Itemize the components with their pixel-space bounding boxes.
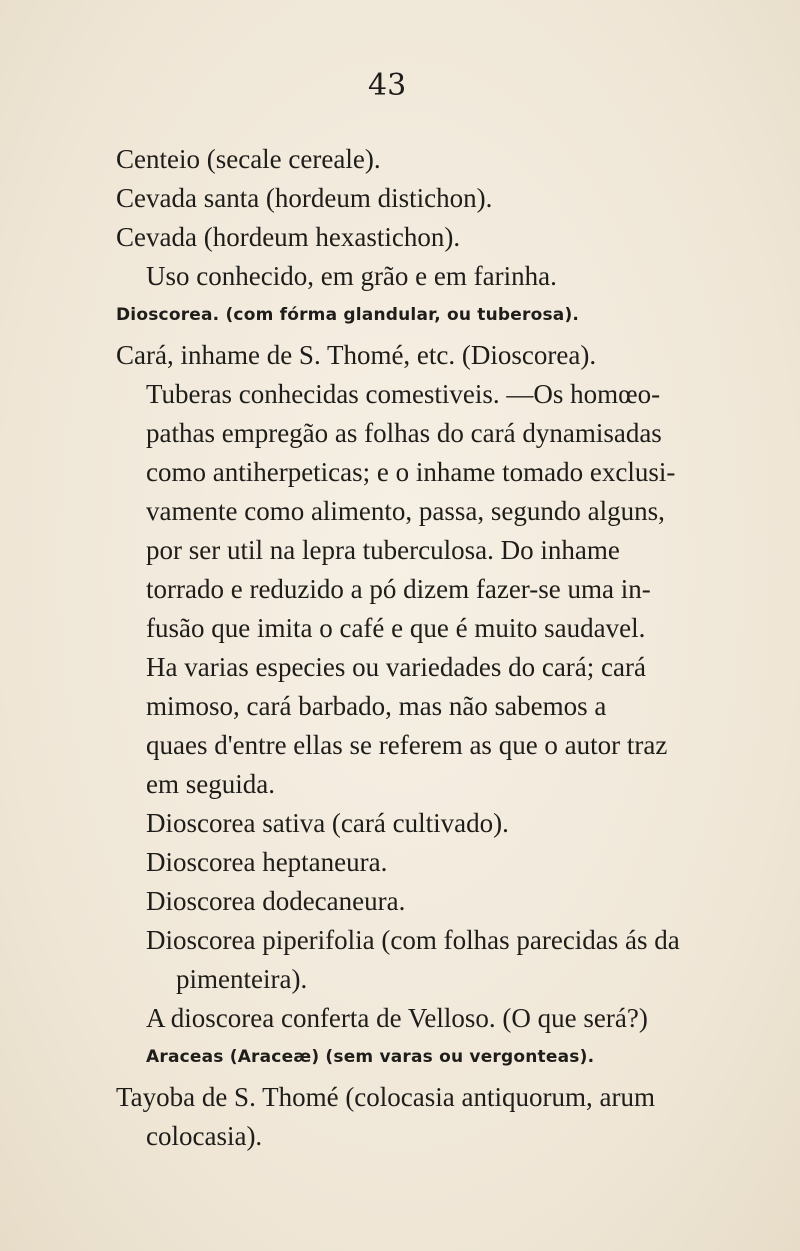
paragraph-line: por ser util na lepra tuberculosa. Do inhame <box>146 535 620 565</box>
text-block <box>116 140 756 1156</box>
paragraph-line: torrado e reduzido a pó dizem fazer-se uma in- <box>146 574 651 604</box>
section-heading-dioscorea: Dioscorea. (com fórma glandular, ou tuberosa). <box>116 305 580 325</box>
text-line-cevada-santa: Cevada santa (hordeum distichon). <box>116 183 493 213</box>
paragraph-line: mimoso, cará barbado, mas não sabemos a <box>146 691 607 721</box>
species-line: Dioscorea piperifolia (com folhas parecidas ás da <box>146 925 680 955</box>
page-number: 43 <box>368 68 407 103</box>
paragraph-line: pathas empregão as folhas do cará dynamisadas <box>146 418 662 448</box>
paragraph-line: fusão que imita o café e que é muito saudavel. <box>146 613 646 643</box>
paragraph-line: como antiherpeticas; e o inhame tomado exclusi- <box>146 457 676 487</box>
species-line: Dioscorea dodecaneura. <box>146 886 406 916</box>
paragraph-line: em seguida. <box>146 769 275 799</box>
paragraph-line: vamente como alimento, passa, segundo alguns, <box>146 496 665 526</box>
section-heading-araceas: Araceas (Araceæ) (sem varas ou vergonteas). <box>146 1047 595 1067</box>
species-line: A dioscorea conferta de Velloso. (O que será?) <box>146 1003 648 1033</box>
species-line-continuation: pimenteira). <box>176 964 308 994</box>
paragraph-line: Ha varias especies ou variedades do cará; cará <box>146 652 646 682</box>
text-line-cara: Cará, inhame de S. Thomé, etc. (Dioscorea). <box>116 340 597 370</box>
paragraph-line: Tuberas conhecidas comestiveis. —Os homœo- <box>146 379 661 409</box>
paragraph-line: quaes d'entre ellas se referem as que o autor traz <box>146 730 668 760</box>
species-line: Dioscorea heptaneura. <box>146 847 388 877</box>
text-line-colocasia: colocasia). <box>146 1121 263 1151</box>
species-line: Dioscorea sativa (cará cultivado). <box>146 808 509 838</box>
text-line-cevada: Cevada (hordeum hexastichon). <box>116 222 461 252</box>
text-line-uso: Uso conhecido, em grão e em farinha. <box>146 261 557 291</box>
text-line-tayoba: Tayoba de S. Thomé (colocasia antiquorum, arum <box>116 1082 655 1112</box>
text-line-centeio: Centeio (secale cereale). <box>116 144 381 174</box>
